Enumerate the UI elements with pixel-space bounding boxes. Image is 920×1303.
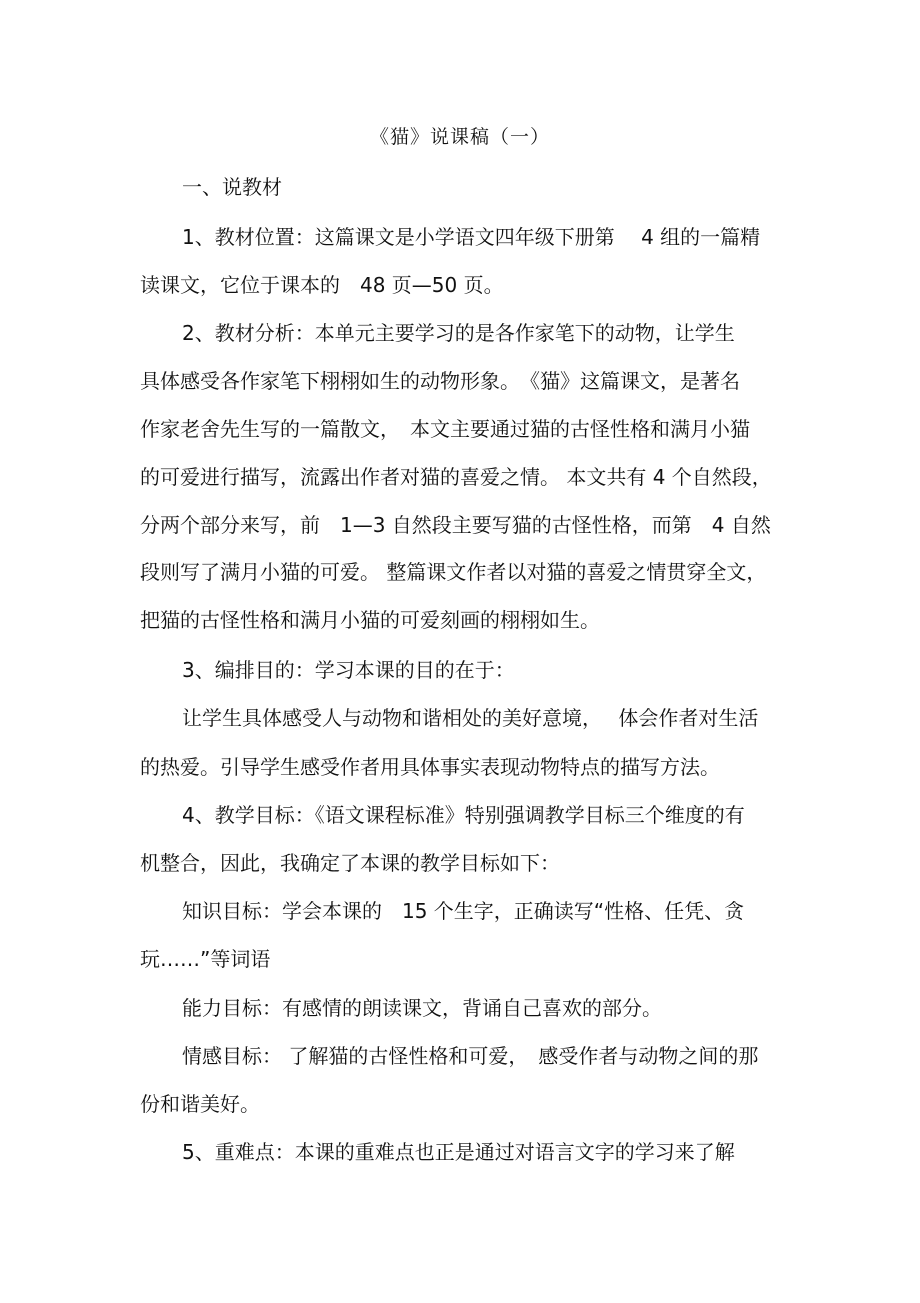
paragraph-line: 的热爱。引导学生感受作者用具体事实表现动物特点的描写方法。	[140, 755, 720, 779]
paragraph-line: 玩……”等词语	[140, 947, 271, 971]
paragraph-line: 1、教材位置：这篇课文是小学语文四年级下册第 4 组的一篇精	[182, 225, 761, 249]
paragraph-line: 机整合，因此，我确定了本课的教学目标如下：	[140, 851, 560, 875]
paragraph-line: 4、教学目标：《语文课程标准》特别强调教学目标三个维度的有	[182, 803, 745, 827]
paragraph-line: 份和谐美好。	[140, 1092, 260, 1116]
section-heading-teaching-material: 一、说教材	[182, 175, 282, 199]
paragraph-line: 段则写了满月小猫的可爱。 整篇课文作者以对猫的喜爱之情贯穿全文，	[140, 560, 767, 584]
paragraph-line: 能力目标：有感情的朗读课文，背诵自己喜欢的部分。	[182, 996, 662, 1020]
paragraph-line: 让学生具体感受人与动物和谐相处的美好意境， 体会作者对生活	[182, 706, 759, 730]
paragraph-line: 具体感受各作家笔下栩栩如生的动物形象。 《猫》这篇课文，是著名	[140, 369, 740, 393]
paragraph-line: 3、编排目的：学习本课的目的在于：	[182, 658, 515, 682]
paragraph-line: 的可爱进行描写，流露出作者对猫的喜爱之情。 本文共有 4 个自然段，	[140, 465, 772, 489]
page-title: 《猫》说课稿（一）	[369, 126, 550, 148]
paragraph-line: 把猫的古怪性格和满月小猫的可爱刻画的栩栩如生。	[140, 608, 600, 632]
paragraph-line: 5、重难点：本课的重难点也正是通过对语言文字的学习来了解	[182, 1140, 735, 1164]
paragraph-line: 读课文，它位于课本的 48 页—50 页。	[140, 273, 504, 297]
paragraph-line: 情感目标： 了解猫的古怪性格和可爱， 感受作者与动物之间的那	[182, 1044, 759, 1068]
paragraph-line: 作家老舍先生写的一篇散文， 本文主要通过猫的古怪性格和满月小猫	[140, 417, 750, 441]
paragraph-line: 知识目标：学会本课的 15 个生字，正确读写“性格、任凭、贪	[182, 899, 745, 923]
paragraph-line: 2、教材分析：本单元主要学习的是各作家笔下的动物，让学生	[182, 321, 735, 345]
paragraph-line: 分两个部分来写，前 1—3 自然段主要写猫的古怪性格，而第 4 自然	[140, 513, 771, 537]
